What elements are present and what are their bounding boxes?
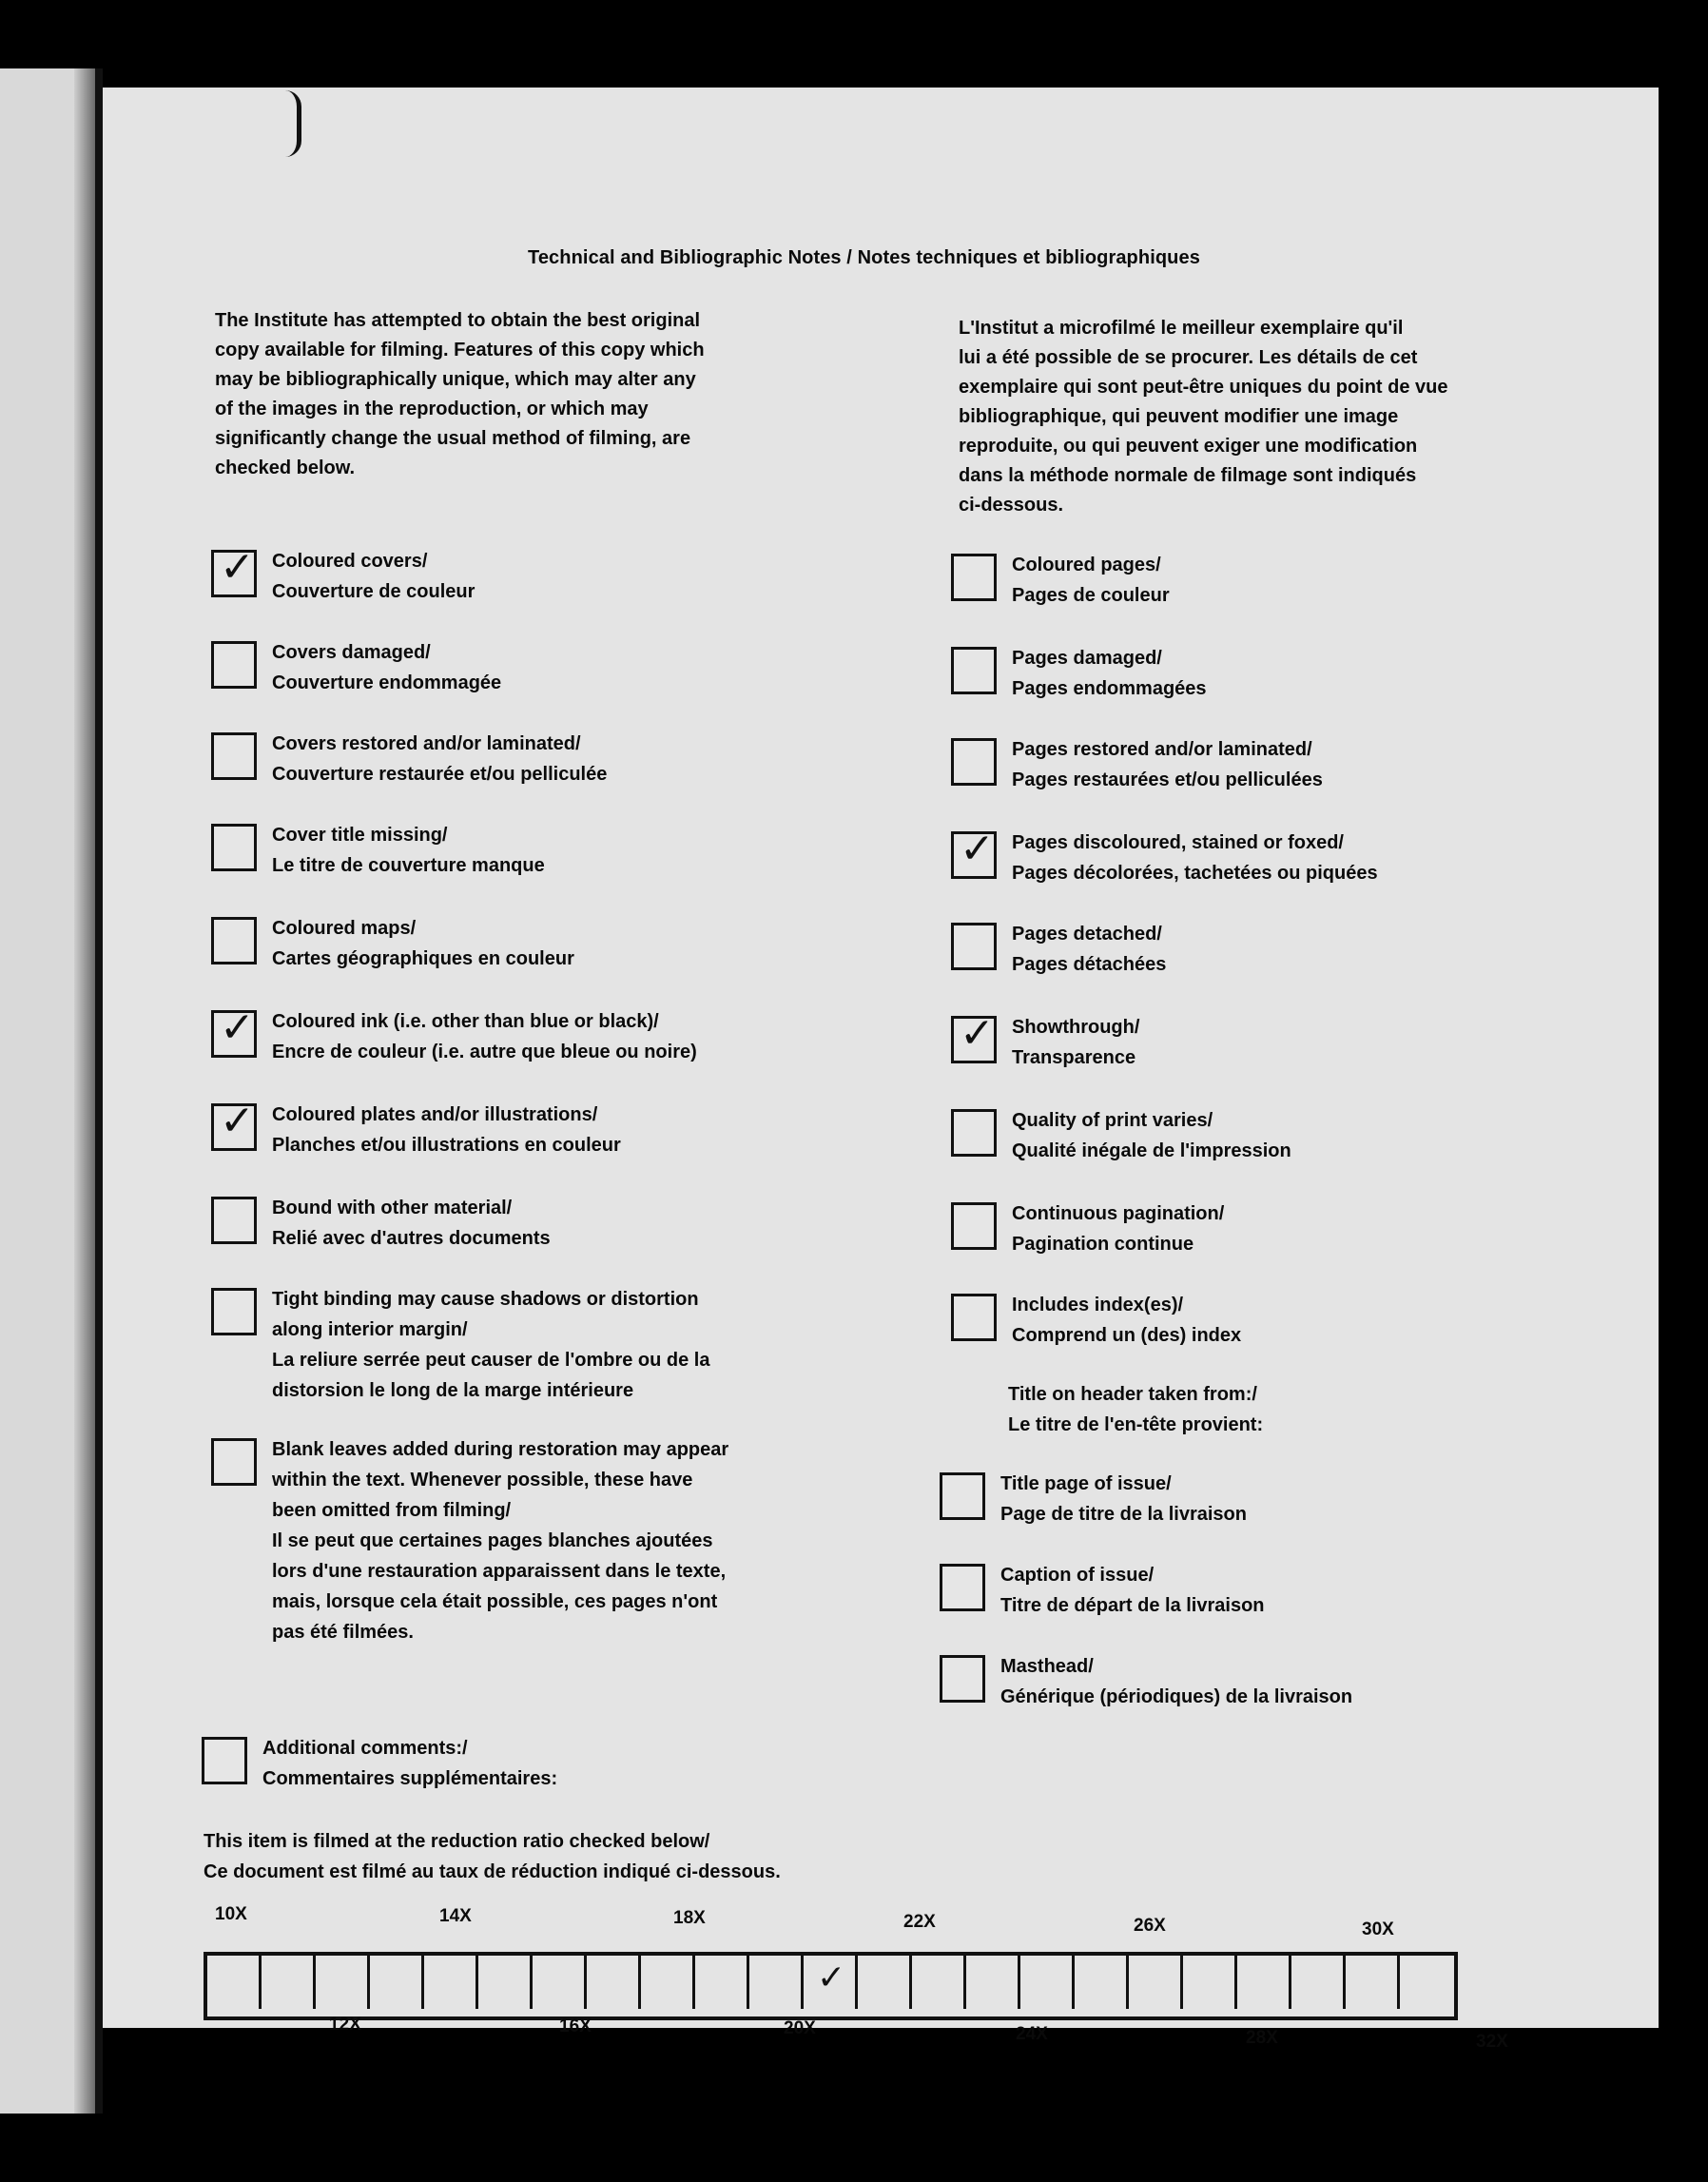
ratio-label-bottom: 16X — [559, 2016, 592, 2036]
checkmark-icon: ✓ — [220, 1003, 255, 1052]
issue-option-checkbox[interactable] — [940, 1564, 985, 1611]
ratio-cell[interactable] — [587, 1956, 641, 2009]
left-option-checkbox[interactable] — [211, 917, 257, 964]
right-option-label — [1012, 1105, 1291, 1166]
right-option-checkbox[interactable] — [951, 1202, 997, 1250]
label-line: been omitted from filming/ — [272, 1500, 512, 1521]
right-option-checkbox[interactable] — [951, 647, 997, 694]
label-line: Pages décolorées, tachetées ou piquées — [1012, 863, 1378, 884]
right-option-checkbox[interactable] — [951, 554, 997, 601]
label-line: Relié avec d'autres documents — [272, 1228, 551, 1249]
additional-comments-fr: Commentaires supplémentaires: — [262, 1768, 558, 1789]
label-line: Includes index(es)/ — [1012, 1295, 1184, 1315]
label-line: Pages damaged/ — [1012, 648, 1162, 669]
left-option-checkbox[interactable] — [211, 543, 257, 597]
label-line: lors d'une restauration apparaissent dans le texte, — [272, 1561, 727, 1582]
ratio-cell[interactable] — [641, 1956, 695, 2009]
additional-comments-checkbox[interactable] — [202, 1737, 247, 1784]
label-line: Tight binding may cause shadows or distortion — [272, 1289, 699, 1310]
ratio-cell[interactable] — [370, 1956, 424, 2009]
label-line: Coloured covers/ — [272, 551, 428, 572]
ratio-cell[interactable] — [912, 1956, 966, 2009]
ratio-label-top: 22X — [903, 1912, 936, 1932]
ratio-label-top: 14X — [439, 1906, 472, 1926]
right-option-checkbox[interactable] — [951, 825, 997, 879]
ratio-cell[interactable] — [695, 1956, 749, 2009]
label-line: Covers restored and/or laminated/ — [272, 733, 581, 754]
left-option-checkbox[interactable] — [211, 824, 257, 871]
ratio-cell[interactable] — [966, 1956, 1020, 2009]
ratio-cell[interactable] — [1291, 1956, 1346, 2009]
ratio-cell[interactable] — [804, 1956, 858, 2009]
ratio-label-bottom: 12X — [329, 2015, 361, 2035]
page-title: Technical and Bibliographic Notes / Notes techniques et bibliographiques — [528, 247, 1200, 268]
left-option-checkbox[interactable] — [211, 1003, 257, 1058]
intro-line: may be bibliographically unique, which may alter any — [215, 369, 696, 390]
left-option-label — [272, 820, 545, 881]
label-line: Coloured pages/ — [1012, 555, 1161, 575]
page-notch-mark — [285, 90, 301, 157]
label-line: Générique (périodiques) de la livraison — [1000, 1686, 1353, 1707]
right-option-checkbox[interactable] — [951, 738, 997, 786]
left-option-label — [272, 637, 501, 698]
ratio-cell[interactable] — [1400, 1956, 1454, 2009]
label-line: Cover title missing/ — [272, 825, 448, 846]
ratio-cell[interactable] — [1075, 1956, 1129, 2009]
label-line: Titre de départ de la livraison — [1000, 1595, 1265, 1616]
intro-line: exemplaire qui sont peut-être uniques du point de vue — [959, 377, 1448, 398]
label-line: Caption of issue/ — [1000, 1565, 1155, 1586]
adjacent-page-edge — [0, 68, 103, 2114]
ratio-cell[interactable] — [1020, 1956, 1075, 2009]
label-line: Couverture endommagée — [272, 672, 502, 693]
checkmark-icon: ✓ — [817, 1958, 846, 1997]
label-line: pas été filmées. — [272, 1622, 414, 1643]
label-line: Coloured ink (i.e. other than blue or black)/ — [272, 1011, 659, 1032]
ratio-cell[interactable] — [858, 1956, 912, 2009]
label-line: Covers damaged/ — [272, 642, 431, 663]
ratio-cell[interactable] — [262, 1956, 316, 2009]
issue-option-label — [1000, 1560, 1265, 1621]
ratio-cell[interactable] — [533, 1956, 587, 2009]
right-option-label — [1012, 1012, 1139, 1073]
label-line: Pages endommagées — [1012, 678, 1207, 699]
label-line: Encre de couleur (i.e. autre que bleue ou noire) — [272, 1042, 697, 1062]
right-option-label — [1012, 1198, 1224, 1259]
right-option-checkbox[interactable] — [951, 1109, 997, 1157]
right-option-label — [1012, 919, 1166, 980]
intro-line: copy available for filming. Features of this copy which — [215, 340, 705, 360]
label-line: Il se peut que certaines pages blanches ajoutées — [272, 1530, 713, 1551]
intro-line: ci-dessous. — [959, 495, 1064, 516]
intro-line: of the images in the reproduction, or which may — [215, 399, 649, 419]
label-line: Comprend un (des) index — [1012, 1325, 1242, 1346]
ratio-cell[interactable] — [207, 1956, 262, 2009]
label-line: distorsion le long de la marge intérieure — [272, 1380, 634, 1401]
label-line: Blank leaves added during restoration may appear — [272, 1439, 729, 1460]
ratio-cell[interactable] — [478, 1956, 533, 2009]
label-line: within the text. Whenever possible, these have — [272, 1470, 693, 1490]
label-line: Page de titre de la livraison — [1000, 1504, 1247, 1525]
ratio-label-bottom: 24X — [1016, 2024, 1048, 2044]
left-option-checkbox[interactable] — [211, 641, 257, 689]
left-option-checkbox[interactable] — [211, 1438, 257, 1486]
ratio-cell[interactable] — [749, 1956, 804, 2009]
label-line: Transparence — [1012, 1047, 1136, 1068]
label-line: Couverture restaurée et/ou pelliculée — [272, 764, 608, 785]
left-option-label — [272, 913, 574, 974]
label-line: La reliure serrée peut causer de l'ombre ou de la — [272, 1350, 710, 1371]
ratio-label-bottom: 32X — [1476, 2032, 1508, 2052]
label-line: Pages discoloured, stained or foxed/ — [1012, 832, 1344, 853]
ratio-cell[interactable] — [1183, 1956, 1237, 2009]
label-line: Pages détachées — [1012, 954, 1167, 975]
ratio-cell[interactable] — [1237, 1956, 1291, 2009]
right-option-label — [1012, 550, 1170, 611]
issue-option-label — [1000, 1651, 1352, 1712]
label-line: Pages de couleur — [1012, 585, 1170, 606]
intro-french — [959, 314, 1448, 520]
label-line: Le titre de couverture manque — [272, 855, 545, 876]
reduction-ratio-text — [204, 1826, 781, 1887]
reduction-ratio-grid — [204, 1952, 1458, 2020]
left-option-label — [272, 729, 607, 789]
additional-comments-en: Additional comments:/ — [262, 1738, 468, 1759]
right-option-checkbox[interactable] — [951, 923, 997, 970]
label-line: Continuous pagination/ — [1012, 1203, 1225, 1224]
left-option-label — [272, 1284, 710, 1406]
label-line: Quality of print varies/ — [1012, 1110, 1213, 1131]
left-option-checkbox[interactable] — [211, 732, 257, 780]
label-line: Pages detached/ — [1012, 924, 1162, 945]
left-option-label — [272, 1434, 728, 1647]
ratio-label-top: 10X — [215, 1904, 247, 1924]
label-line: Pages restored and/or laminated/ — [1012, 739, 1312, 760]
intro-line: lui a été possible de se procurer. Les détails de cet — [959, 347, 1418, 368]
checkmark-icon: ✓ — [220, 543, 255, 592]
left-option-checkbox[interactable] — [211, 1097, 257, 1151]
right-option-checkbox[interactable] — [951, 1294, 997, 1341]
ratio-label-top: 26X — [1134, 1916, 1166, 1936]
left-option-label — [272, 1006, 697, 1067]
ratio-label-top: 18X — [673, 1908, 706, 1928]
checkmark-icon: ✓ — [960, 825, 995, 873]
label-line: Showthrough/ — [1012, 1017, 1140, 1038]
intro-english — [215, 306, 705, 483]
right-option-label — [1012, 1290, 1241, 1351]
ratio-label-bottom: 20X — [784, 2018, 816, 2038]
right-option-checkbox[interactable] — [951, 1009, 997, 1063]
label-line: along interior margin/ — [272, 1319, 468, 1340]
label-line: Cartes géographiques en couleur — [272, 948, 574, 969]
intro-line: bibliographique, qui peuvent modifier une image — [959, 406, 1399, 427]
ratio-cell[interactable] — [316, 1956, 370, 2009]
ratio-label-top: 30X — [1362, 1919, 1394, 1939]
left-option-label — [272, 1100, 621, 1160]
label-line: Pagination continue — [1012, 1234, 1194, 1255]
label-line: mais, lorsque cela était possible, ces pages n'ont — [272, 1591, 718, 1612]
right-option-label — [1012, 828, 1378, 888]
right-option-label — [1012, 643, 1207, 704]
ratio-cell[interactable] — [1346, 1956, 1400, 2009]
checkmark-icon: ✓ — [960, 1009, 995, 1058]
label-line: Couverture de couleur — [272, 581, 476, 602]
label-line: Pages restaurées et/ou pelliculées — [1012, 770, 1323, 790]
intro-line: significantly change the usual method of filming, are — [215, 428, 691, 449]
right-option-label — [1012, 734, 1323, 795]
label-line: Qualité inégale de l'impression — [1012, 1140, 1291, 1161]
left-option-checkbox[interactable] — [211, 1288, 257, 1335]
intro-line: checked below. — [215, 458, 356, 478]
checkmark-icon: ✓ — [220, 1097, 255, 1145]
header-taken-en: Title on header taken from:/ — [1008, 1384, 1257, 1405]
intro-line: L'Institut a microfilmé le meilleur exemplaire qu'il — [959, 318, 1404, 339]
ratio-label-bottom: 28X — [1246, 2028, 1278, 2048]
issue-option-checkbox[interactable] — [940, 1472, 985, 1520]
label-line: Planches et/ou illustrations en couleur — [272, 1135, 621, 1156]
left-option-label — [272, 546, 475, 607]
left-option-checkbox[interactable] — [211, 1197, 257, 1244]
label-line: Coloured maps/ — [272, 918, 417, 939]
header-taken-fr: Le titre de l'en-tête provient: — [1008, 1414, 1264, 1435]
intro-line: The Institute has attempted to obtain the best original — [215, 310, 701, 331]
issue-option-checkbox[interactable] — [940, 1655, 985, 1703]
ratio-cell[interactable] — [424, 1956, 478, 2009]
reduction-text-en: This item is filmed at the reduction ratio checked below/ — [204, 1831, 710, 1852]
label-line: Coloured plates and/or illustrations/ — [272, 1104, 598, 1125]
label-line: Bound with other material/ — [272, 1198, 513, 1218]
intro-line: dans la méthode normale de filmage sont indiqués — [959, 465, 1417, 486]
ratio-cell[interactable] — [1129, 1956, 1183, 2009]
header-taken-from — [1008, 1379, 1263, 1440]
left-option-label — [272, 1193, 551, 1254]
label-line: Title page of issue/ — [1000, 1473, 1172, 1494]
label-line: Masthead/ — [1000, 1656, 1094, 1677]
intro-line: reproduite, ou qui peuvent exiger une modification — [959, 436, 1418, 457]
issue-option-label — [1000, 1469, 1247, 1529]
reduction-text-fr: Ce document est filmé au taux de réduction indiqué ci-dessous. — [204, 1861, 781, 1882]
